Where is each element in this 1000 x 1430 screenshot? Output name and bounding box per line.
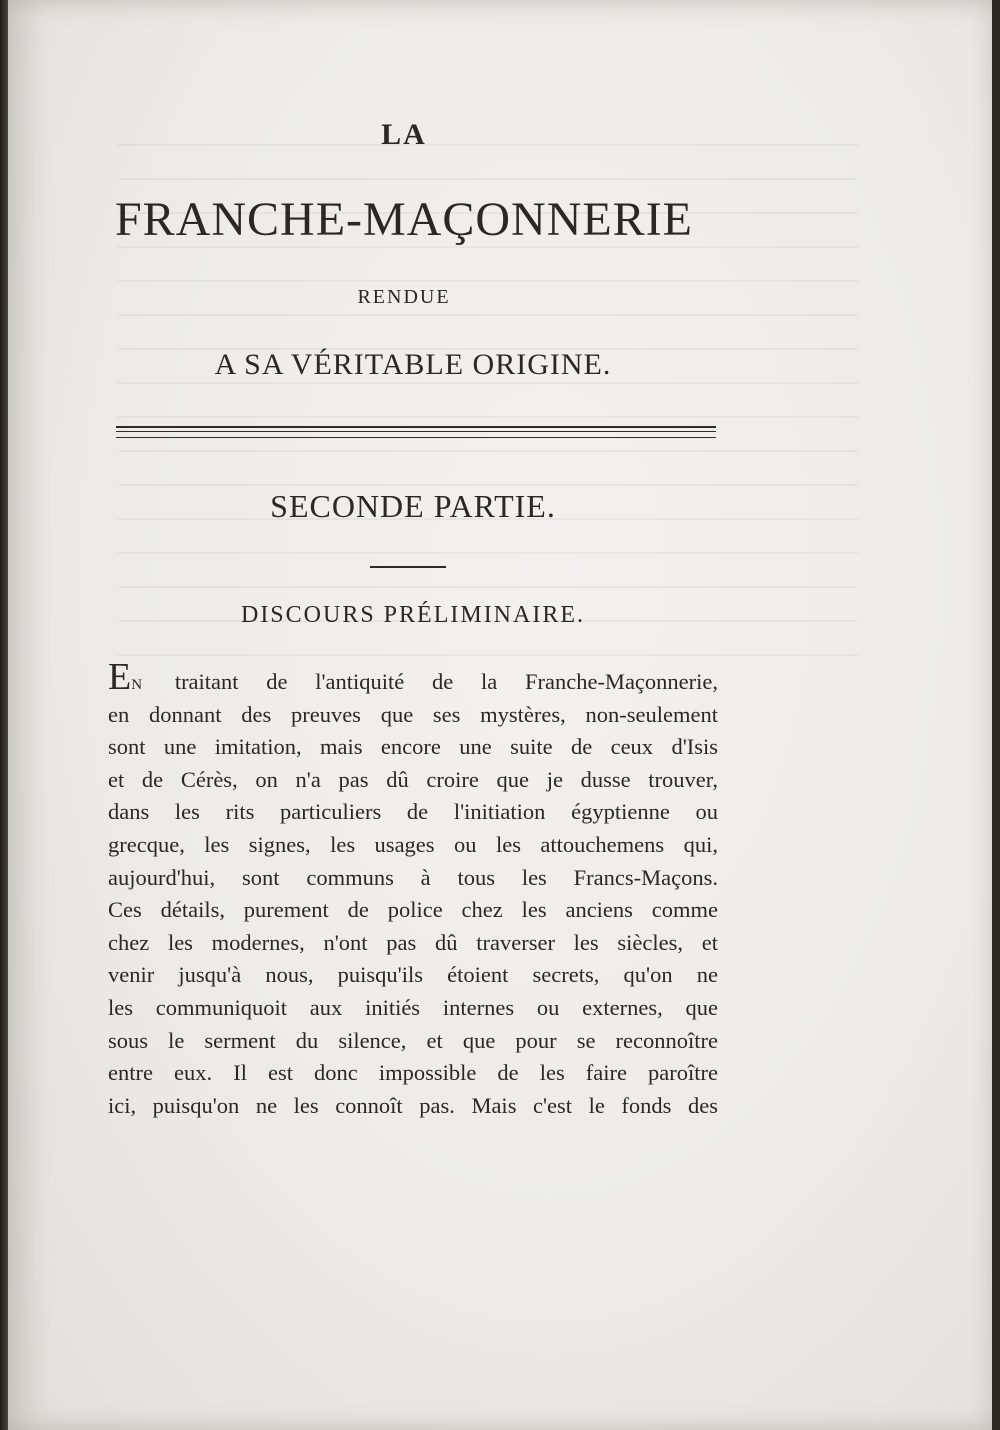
body-line-first [108, 656, 719, 699]
title-origin: A SA VÉRITABLE ORIGINE. [214, 348, 612, 381]
body-line: chez les modernes, n'ont pas dû traverser les siècles, et [108, 929, 718, 955]
drop-cap: E [108, 656, 132, 698]
main-title: FRANCHE-MAÇONNERIE [114, 193, 693, 246]
body-line: aujourd'hui, sont communs à tous les Francs-Maçons. [108, 864, 718, 890]
body-text [108, 656, 719, 1122]
body-line: Ces détails, purement de police chez les anciens comme [108, 897, 718, 923]
body-line: en donnant des preuves que ses mystères, non-seulement [108, 701, 718, 727]
body-line-text: traitant de l'antiquité de la Franche-Maçonnerie, [174, 669, 719, 694]
title-rendue: RENDUE [357, 286, 451, 308]
book-page [8, 0, 992, 1430]
body-line: les communiquoit aux initiés internes ou externes, que [108, 994, 718, 1020]
body-line: et de Cérès, on n'a pas dû croire que je dusse trouver, [108, 766, 718, 792]
double-rule-divider [116, 426, 716, 438]
body-line: entre eux. Il est donc impossible de les faire paroître [108, 1060, 718, 1086]
section-heading: DISCOURS PRÉLIMINAIRE. [240, 602, 586, 628]
body-line: sous le serment du silence, et que pour se reconnoître [108, 1027, 718, 1053]
body-line: grecque, les signes, les usages ou les attouchemens qui, [108, 831, 718, 857]
part-heading: SECONDE PARTIE. [270, 488, 556, 524]
short-rule-divider [370, 566, 446, 568]
book-gutter [0, 0, 8, 1430]
title-article: LA [381, 118, 427, 151]
body-line: dans les rits particuliers de l'initiation égyptienne ou [108, 799, 718, 825]
body-line: venir jusqu'à nous, puisqu'ils étoient secrets, qu'on ne [108, 962, 718, 988]
small-cap: N [131, 677, 144, 693]
body-line: ici, puisqu'on ne les connoît pas. Mais c'est le fonds des [108, 1092, 718, 1118]
body-line: sont une imitation, mais encore une suite de ceux d'Isis [108, 734, 718, 760]
